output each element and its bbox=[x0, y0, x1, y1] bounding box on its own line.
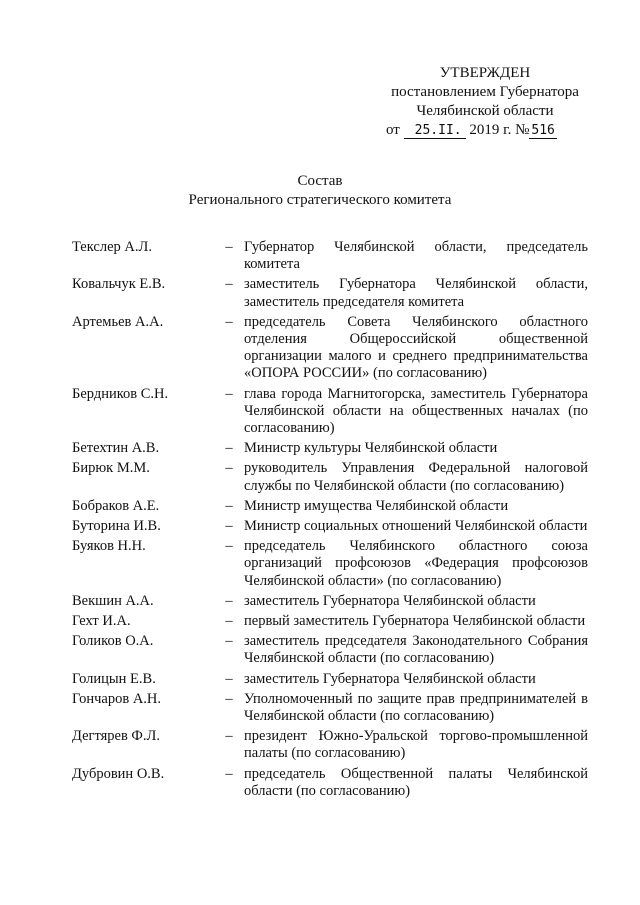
member-name: Голицын Е.В. bbox=[72, 670, 156, 687]
member-role: президент Южно-Уральской торгово-промышленной палаты (по согласованию) bbox=[244, 728, 588, 762]
member-row bbox=[72, 691, 588, 725]
member-row bbox=[72, 728, 588, 762]
member-role: глава города Магнитогорска, заместитель Губернатора Челябинской области на общественных началах (по согласованию) bbox=[244, 385, 588, 437]
approval-decree-line: постановлением Губернатора bbox=[391, 84, 579, 100]
member-row bbox=[72, 498, 588, 515]
member-dash: – bbox=[225, 538, 233, 555]
document-title bbox=[0, 172, 640, 210]
member-row bbox=[72, 613, 588, 630]
member-name: Бетехтин А.В. bbox=[72, 440, 160, 457]
member-role: заместитель Губернатора Челябинской области, заместитель председателя комитета bbox=[244, 276, 588, 310]
member-row bbox=[72, 386, 588, 438]
member-dash: – bbox=[225, 239, 233, 255]
member-row bbox=[72, 239, 588, 273]
approval-stamp bbox=[370, 64, 600, 140]
member-role: председатель Общественной палаты Челябинской области (по согласованию) bbox=[244, 765, 588, 799]
title-line-1: Состав bbox=[297, 173, 343, 189]
member-role: заместитель Губернатора Челябинской области bbox=[244, 592, 536, 609]
approval-date-line bbox=[370, 121, 600, 140]
approval-from-label: от bbox=[386, 122, 400, 138]
member-dash: – bbox=[225, 313, 233, 330]
member-row bbox=[72, 538, 588, 590]
member-row bbox=[72, 518, 588, 535]
approval-handwritten-number: 516 bbox=[531, 123, 555, 138]
approval-heading: УТВЕРЖДЕН bbox=[439, 65, 531, 81]
member-list bbox=[72, 239, 588, 803]
member-role: председатель Совета Челябинского областного отделения Общероссийской общественной организации малого и среднего предпринимательства «ОПОРА РОССИИ» (по согласованию) bbox=[244, 313, 588, 382]
member-dash: – bbox=[225, 385, 233, 402]
approval-year-number-label: 2019 г. № bbox=[469, 122, 530, 138]
member-dash: – bbox=[225, 592, 233, 609]
member-dash: – bbox=[225, 518, 233, 535]
member-name: Бирюк М.М. bbox=[72, 460, 150, 477]
approval-region-line: Челябинской области bbox=[416, 103, 554, 119]
member-name: Гончаров А.Н. bbox=[72, 690, 162, 707]
member-name: Бобраков А.Е. bbox=[72, 497, 160, 514]
member-dash: – bbox=[225, 670, 233, 687]
member-role: председатель Челябинского областного союза организаций профсоюзов «Федерация профсоюзов Челябинской области» (по согласованию) bbox=[244, 538, 588, 589]
member-role: Губернатор Челябинской области, председатель комитета bbox=[244, 239, 588, 273]
member-dash: – bbox=[225, 613, 233, 630]
member-role: руководитель Управления Федеральной налоговой службы по Челябинской области (по согласованию) bbox=[244, 460, 588, 494]
member-role: Министр культуры Челябинской области bbox=[244, 440, 498, 457]
member-role: заместитель Губернатора Челябинской области bbox=[244, 670, 536, 687]
member-dash: – bbox=[225, 690, 233, 707]
member-role: Министр социальных отношений Челябинской области bbox=[244, 518, 588, 535]
approval-handwritten-date: 25.II. bbox=[404, 123, 466, 139]
member-role: заместитель председателя Законодательного Собрания Челябинской области (по согласованию) bbox=[244, 633, 588, 667]
member-role: Министр имущества Челябинской области bbox=[244, 497, 509, 514]
member-row bbox=[72, 276, 588, 310]
member-dash: – bbox=[225, 497, 233, 514]
member-name: Ковальчук Е.В. bbox=[72, 276, 166, 293]
member-role: Уполномоченный по защите прав предпринимателей в Челябинской области (по согласованию) bbox=[244, 690, 588, 725]
member-name: Гехт И.А. bbox=[72, 613, 131, 630]
member-name: Бердников С.Н. bbox=[72, 385, 169, 402]
member-dash: – bbox=[225, 440, 233, 457]
member-name: Текслер А.Л. bbox=[72, 239, 152, 255]
member-row bbox=[72, 671, 588, 688]
member-dash: – bbox=[225, 728, 233, 745]
member-name: Голиков О.А. bbox=[72, 633, 154, 650]
member-dash: – bbox=[225, 633, 233, 650]
title-line-2: Регионального стратегического комитета bbox=[188, 192, 452, 208]
member-dash: – bbox=[225, 276, 233, 293]
member-name: Векшин А.А. bbox=[72, 592, 154, 609]
member-dash: – bbox=[225, 765, 233, 782]
member-row bbox=[72, 766, 588, 800]
member-row bbox=[72, 633, 588, 667]
member-row bbox=[72, 314, 588, 383]
member-row bbox=[72, 440, 588, 457]
member-name: Дубровин О.В. bbox=[72, 765, 165, 782]
member-name: Артемьев А.А. bbox=[72, 313, 164, 330]
member-role: первый заместитель Губернатора Челябинской области bbox=[244, 613, 586, 630]
member-row bbox=[72, 593, 588, 610]
member-name: Дегтярев Ф.Л. bbox=[72, 728, 160, 745]
member-row bbox=[72, 460, 588, 494]
member-name: Буторина И.В. bbox=[72, 518, 161, 535]
member-dash: – bbox=[225, 460, 233, 477]
member-name: Буяков Н.Н. bbox=[72, 538, 146, 555]
